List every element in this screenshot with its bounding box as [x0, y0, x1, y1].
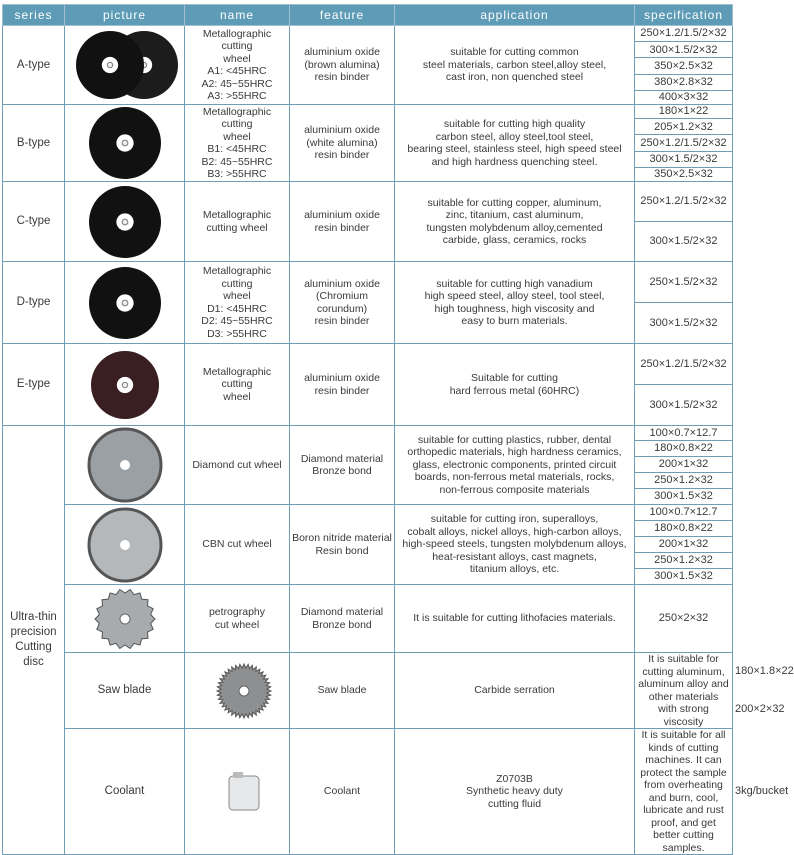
cbn-blade-image: [66, 506, 184, 584]
picture-cell: [185, 653, 290, 729]
feature-cell: aluminium oxide (Chromium corundum) resin binder: [290, 262, 395, 344]
segmented-blade-image: [66, 587, 184, 651]
spec-cell: 180×0.8×22: [635, 521, 733, 537]
product-table: [2, 4, 794, 855]
table-row: [3, 26, 733, 42]
feature-cell: Diamond material Bronze bond: [290, 585, 395, 653]
bottle-body: [229, 776, 259, 810]
blade-hole: [239, 686, 249, 696]
brown-cutting-disc-image: [66, 346, 184, 424]
series-cell: E-type: [3, 344, 65, 426]
name-cell: Saw blade: [290, 653, 395, 729]
name-cell: Metallographic cutting wheel A1: <45HRC A2: 45~55HRC A3: >55HRC: [185, 26, 290, 105]
picture-cell: [65, 426, 185, 505]
spec-cell: 100×0.7×12.7: [635, 505, 733, 521]
name-cell: Diamond cut wheel: [185, 426, 290, 505]
feature-cell: Z0703B Synthetic heavy duty cutting fluid: [395, 729, 635, 855]
spec-cell: 300×1.5/2×32: [635, 303, 733, 344]
application-cell: suitable for cutting copper, aluminum, zinc, titanium, cast aluminum, tungsten molybdenum alloy,cemented carbide, glass, ceramics, rocks: [395, 182, 635, 262]
black-cutting-disc-image: [66, 184, 184, 260]
diamond-blade-image: [66, 426, 184, 504]
series-cell: A-type: [3, 26, 65, 105]
feature-cell: aluminium oxide (brown alumina) resin binder: [290, 26, 395, 105]
table-row: [3, 505, 733, 521]
series-cell: B-type: [3, 105, 65, 182]
table-row: [3, 344, 733, 385]
spec-cell: 250×1.2×32: [635, 553, 733, 569]
name-cell: Metallographic cutting wheel D1: <45HRC D2: 45~55HRC D3: >55HRC: [185, 262, 290, 344]
application-cell: It is suitable for cutting aluminum, aluminum alloy and other materials with strong viscosity: [635, 653, 733, 729]
header-specification: specification: [635, 5, 733, 26]
name-cell: Metallographic cutting wheel: [185, 344, 290, 426]
disc-hole: [122, 219, 128, 225]
name-cell: Metallographic cutting wheel: [185, 182, 290, 262]
disc-hole: [122, 140, 128, 146]
picture-cell: [65, 182, 185, 262]
series-cell: Coolant: [65, 729, 185, 855]
picture-cell: [65, 26, 185, 105]
feature-cell: Carbide serration: [395, 653, 635, 729]
feature-cell: Boron nitride material Resin bond: [290, 505, 395, 585]
coolant-bottle-image: [185, 770, 303, 814]
name-cell: Coolant: [290, 729, 395, 855]
table-row: Saw blade Saw blade Carbide serration It is suitable for cutting aluminum, aluminum alloy and other materials with strong viscosity 180×1.8×22: [3, 653, 733, 691]
spec-cell: 350×2.5×32: [635, 167, 733, 181]
feature-cell: aluminium oxide resin binder: [290, 344, 395, 426]
application-cell: suitable for cutting plastics, rubber, dental orthopedic materials, high hardness ceramics, glass, electronic components, printed circuit boards, non-ferrous metal materials, rocks, non-ferrous composite materials: [395, 426, 635, 505]
header-application: application: [395, 5, 635, 26]
name-cell: CBN cut wheel: [185, 505, 290, 585]
application-cell: suitable for cutting iron, superalloys, cobalt alloys, nickel alloys, high-carbon alloys, high-speed steels, tungsten molybdenum alloys, heat-resistant alloys, cast magnets, titanium alloys, etc.: [395, 505, 635, 585]
blade-hole: [120, 540, 130, 550]
picture-cell: [65, 105, 185, 182]
black-cutting-disc-image: [66, 105, 184, 181]
name-cell: Metallographic cutting wheel B1: <45HRC B2: 45~55HRC B3: >55HRC: [185, 105, 290, 182]
spec-cell: 250×1.2×32: [635, 473, 733, 489]
spec-cell: 250×2×32: [635, 585, 733, 653]
table-row: 200×2×32: [735, 703, 785, 716]
spec-cell: 380×2.8×32: [635, 74, 733, 90]
blade-hole: [120, 614, 130, 624]
table-row: [3, 585, 733, 653]
header-name: name: [185, 5, 290, 26]
application-cell: suitable for cutting high vanadium high speed steel, alloy steel, tool steel, high toughness, high viscosity and easy to burn materials.: [395, 262, 635, 344]
feature-cell: aluminium oxide resin binder: [290, 182, 395, 262]
black-cutting-disc-image: [66, 264, 184, 342]
disc-hole: [122, 300, 128, 306]
spec-cell: 200×1×32: [635, 537, 733, 553]
spec-cell: 250×1.2/1.5/2×32: [635, 135, 733, 151]
spec-cell: 250×1.2/1.5/2×32: [635, 344, 733, 385]
two-black-cutting-discs-image: [66, 26, 184, 104]
disc-hole: [122, 382, 127, 387]
table-row: Coolant Coolant Z0703B Synthetic heavy duty cutting fluid It is suitable for all kinds of cutting machines. It can protect the sample from overheating and burn, cool, lubricate and rust proof, and get better cutting samples. 3kg/bucket: [3, 729, 733, 855]
header-series: series: [3, 5, 65, 26]
application-cell: suitable for cutting common steel materials, carbon steel,alloy steel, cast iron, non quenched steel: [395, 26, 635, 105]
spec-cell: 350×2.5×32: [635, 58, 733, 74]
spec-cell: 300×1.5/2×32: [635, 42, 733, 58]
table-row: [3, 426, 733, 441]
spec-cell: 300×1.5×32: [635, 569, 733, 585]
spec-cell: 180×0.8×22: [635, 441, 733, 457]
series-cell: C-type: [3, 182, 65, 262]
blade-hole: [120, 460, 130, 470]
spec-cell: 205×1.2×32: [635, 119, 733, 135]
spec-cell: 180×1×22: [635, 105, 733, 119]
feature-cell: Diamond material Bronze bond: [290, 426, 395, 505]
header-feature: feature: [290, 5, 395, 26]
series-cell: Saw blade: [65, 653, 185, 729]
spec-cell: 250×1.2/1.5/2×32: [635, 182, 733, 222]
header-row: [3, 5, 733, 26]
spec-cell: 400×3×32: [635, 90, 733, 104]
application-cell: Suitable for cutting hard ferrous metal (60HRC): [395, 344, 635, 426]
feature-cell: aluminium oxide (white alumina) resin binder: [290, 105, 395, 182]
disc-hole: [107, 62, 112, 67]
saw-blade-image: [185, 662, 303, 720]
table-row: [3, 105, 733, 119]
application-cell: It is suitable for all kinds of cutting machines. It can protect the sample from overheating and burn, cool, lubricate and rust proof, and get better cutting samples.: [635, 729, 733, 855]
picture-cell: [65, 344, 185, 426]
spec-cell: 200×1×32: [635, 457, 733, 473]
picture-cell: [65, 262, 185, 344]
header-picture: picture: [65, 5, 185, 26]
application-cell: suitable for cutting high quality carbon steel, alloy steel,tool steel, bearing steel, stainless steel, high speed steel and high hardness quenching steel.: [395, 105, 635, 182]
series-cell: D-type: [3, 262, 65, 344]
name-cell: petrography cut wheel: [185, 585, 290, 653]
table-row: [3, 182, 733, 222]
spec-cell: 100×0.7×12.7: [635, 426, 733, 441]
series-cell-ultrathin: Ultra-thin precision Cutting disc: [3, 426, 65, 855]
picture-cell: [65, 505, 185, 585]
spec-cell: 250×1.5/2×32: [635, 262, 733, 303]
spec-cell: 300×1.5×32: [635, 489, 733, 505]
picture-cell: [65, 585, 185, 653]
spec-cell: 250×1.2/1.5/2×32: [635, 26, 733, 42]
application-cell: It is suitable for cutting lithofacies materials.: [395, 585, 635, 653]
spec-cell: 300×1.5/2×32: [635, 151, 733, 167]
bottle-cap: [233, 772, 243, 778]
spec-cell: 300×1.5/2×32: [635, 385, 733, 426]
spec-cell: 300×1.5/2×32: [635, 222, 733, 262]
picture-cell: [185, 729, 290, 855]
table-row: [3, 262, 733, 303]
